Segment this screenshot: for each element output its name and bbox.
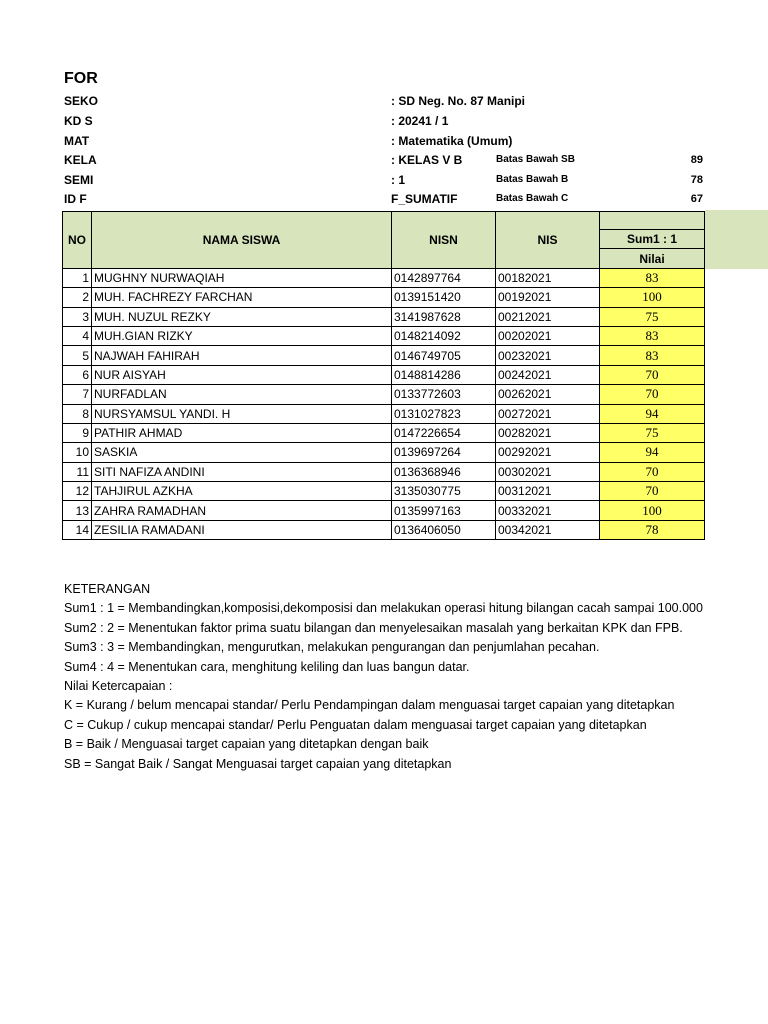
col-header-nis: NIS (496, 212, 600, 269)
note-line: KETERANGAN (64, 582, 151, 596)
note-line: Sum1 : 1 = Membandingkan,komposisi,dekomposisi dan melakukan operasi hitung bilangan cacah sampai 100.000 (64, 601, 703, 616)
notes-section (64, 580, 703, 774)
table-row (63, 307, 705, 326)
note-line: B = Baik / Menguasai target capaian yang ditetapkan dengan baik (64, 737, 429, 752)
id-label: ID F (64, 192, 87, 206)
batas-b-label: Batas Bawah B (496, 174, 569, 185)
cell-nilai: 83 (600, 326, 705, 345)
cell-nilai: 70 (600, 462, 705, 481)
cell-nis: 00342021 (496, 520, 600, 539)
kd-value: : 20241 / 1 (391, 114, 449, 128)
cell-nilai: 70 (600, 385, 705, 404)
cell-nama: MUH. FACHREZY FARCHAN (92, 288, 392, 307)
cell-nama: NURFADLAN (92, 385, 392, 404)
cell-no: 4 (63, 326, 92, 345)
cell-nama: TAHJIRUL AZKHA (92, 482, 392, 501)
cell-nis: 00232021 (496, 346, 600, 365)
col-header-nama: NAMA SISWA (92, 212, 392, 269)
cell-no: 8 (63, 404, 92, 423)
class-value: : KELAS V B (391, 153, 463, 167)
cell-nilai: 70 (600, 365, 705, 384)
table-row (63, 268, 705, 287)
cell-nama: PATHIR AHMAD (92, 423, 392, 442)
table-row (63, 482, 705, 501)
col-header-spacer (600, 212, 705, 230)
cell-nis: 00312021 (496, 482, 600, 501)
cell-no: 5 (63, 346, 92, 365)
table-row (63, 443, 705, 462)
batas-c-value: 67 (690, 193, 703, 205)
cell-nisn: 0135997163 (392, 501, 496, 520)
cell-no: 14 (63, 520, 92, 539)
cell-nilai: 70 (600, 482, 705, 501)
col-header-no: NO (63, 212, 92, 269)
cell-no: 12 (63, 482, 92, 501)
cell-nis: 00282021 (496, 423, 600, 442)
cell-nisn: 0142897764 (392, 268, 496, 287)
cell-nilai: 83 (600, 346, 705, 365)
table-row (63, 365, 705, 384)
cell-nama: ZAHRA RAMADHAN (92, 501, 392, 520)
cell-nisn: 0146749705 (392, 346, 496, 365)
id-value: F_SUMATIF (391, 192, 458, 206)
cell-no: 11 (63, 462, 92, 481)
cell-nisn: 0147226654 (392, 423, 496, 442)
header-fill-panel (705, 210, 768, 269)
cell-no: 1 (63, 268, 92, 287)
table-row (63, 520, 705, 539)
table-row (63, 423, 705, 442)
cell-nisn: 0131027823 (392, 404, 496, 423)
cell-nis: 00302021 (496, 462, 600, 481)
batas-b-value: 78 (690, 174, 703, 186)
note-line: K = Kurang / belum mencapai standar/ Perlu Pendampingan dalam menguasai target capaian yang ditetapkan (64, 698, 675, 713)
cell-nilai: 94 (600, 404, 705, 423)
cell-no: 2 (63, 288, 92, 307)
subject-label: MAT (64, 134, 90, 148)
cell-no: 13 (63, 501, 92, 520)
table-row (63, 385, 705, 404)
batas-sb-label: Batas Bawah SB (496, 154, 575, 165)
cell-nilai: 94 (600, 443, 705, 462)
table-row (63, 288, 705, 307)
cell-nisn: 0136406050 (392, 520, 496, 539)
kd-label: KD S (64, 114, 93, 128)
cell-nisn: 0148814286 (392, 365, 496, 384)
cell-nama: SITI NAFIZA ANDINI (92, 462, 392, 481)
cell-nis: 00192021 (496, 288, 600, 307)
note-line: Sum3 : 3 = Membandingkan, mengurutkan, melakukan pengurangan dan penjumlahan pecahan. (64, 640, 600, 655)
subject-value: : Matematika (Umum) (391, 134, 513, 148)
cell-nilai: 75 (600, 423, 705, 442)
cell-nis: 00202021 (496, 326, 600, 345)
class-label: KELA (64, 153, 97, 167)
table-row (63, 501, 705, 520)
cell-nisn: 0148214092 (392, 326, 496, 345)
cell-no: 7 (63, 385, 92, 404)
cell-nis: 00292021 (496, 443, 600, 462)
cell-no: 10 (63, 443, 92, 462)
cell-nilai: 100 (600, 501, 705, 520)
table-row (63, 346, 705, 365)
cell-nama: NUR AISYAH (92, 365, 392, 384)
cell-nilai: 78 (600, 520, 705, 539)
cell-nama: NURSYAMSUL YANDI. H (92, 404, 392, 423)
col-header-nisn: NISN (392, 212, 496, 269)
cell-nisn: 0133772603 (392, 385, 496, 404)
cell-nis: 00332021 (496, 501, 600, 520)
table-row (63, 462, 705, 481)
cell-nama: MUH. NUZUL REZKY (92, 307, 392, 326)
note-line: Nilai Ketercapaian : (64, 679, 173, 694)
semester-label: SEMI (64, 173, 94, 187)
cell-nilai: 83 (600, 268, 705, 287)
cell-nisn: 0136368946 (392, 462, 496, 481)
cell-nama: ZESILIA RAMADANI (92, 520, 392, 539)
col-header-nilai: Nilai (600, 249, 705, 268)
cell-nis: 00272021 (496, 404, 600, 423)
cell-nilai: 75 (600, 307, 705, 326)
col-header-sum: Sum1 : 1 (600, 230, 705, 249)
cell-nama: MUH.GIAN RIZKY (92, 326, 392, 345)
student-table (62, 211, 705, 540)
cell-nilai: 100 (600, 288, 705, 307)
cell-nama: MUGHNY NURWAQIAH (92, 268, 392, 287)
school-label: SEKO (64, 94, 98, 108)
school-value: : SD Neg. No. 87 Manipi (391, 94, 526, 108)
cell-no: 6 (63, 365, 92, 384)
table-row (63, 326, 705, 345)
note-line: Sum2 : 2 = Menentukan faktor prima suatu bilangan dan menyelesaikan masalah yang berkaitan KPK dan FPB. (64, 620, 683, 635)
cell-nis: 00242021 (496, 365, 600, 384)
cell-nis: 00182021 (496, 268, 600, 287)
cell-nisn: 3135030775 (392, 482, 496, 501)
table-row (63, 404, 705, 423)
cell-no: 9 (63, 423, 92, 442)
cell-nisn: 0139697264 (392, 443, 496, 462)
cell-nis: 00212021 (496, 307, 600, 326)
cell-no: 3 (63, 307, 92, 326)
note-line: C = Cukup / cukup mencapai standar/ Perlu Penguatan dalam menguasai target capaian yang ditetapkan (64, 717, 647, 732)
cell-nama: SASKIA (92, 443, 392, 462)
note-line: Sum4 : 4 = Menentukan cara, menghitung keliling dan luas bangun datar. (64, 659, 470, 674)
cell-nisn: 0139151420 (392, 288, 496, 307)
cell-nisn: 3141987628 (392, 307, 496, 326)
semester-value: : 1 (391, 173, 406, 187)
form-title: FOR (64, 70, 98, 87)
batas-c-label: Batas Bawah C (496, 193, 569, 204)
cell-nis: 00262021 (496, 385, 600, 404)
batas-sb-value: 89 (690, 154, 703, 166)
cell-nama: NAJWAH FAHIRAH (92, 346, 392, 365)
note-line: SB = Sangat Baik / Sangat Menguasai target capaian yang ditetapkan (64, 756, 452, 771)
